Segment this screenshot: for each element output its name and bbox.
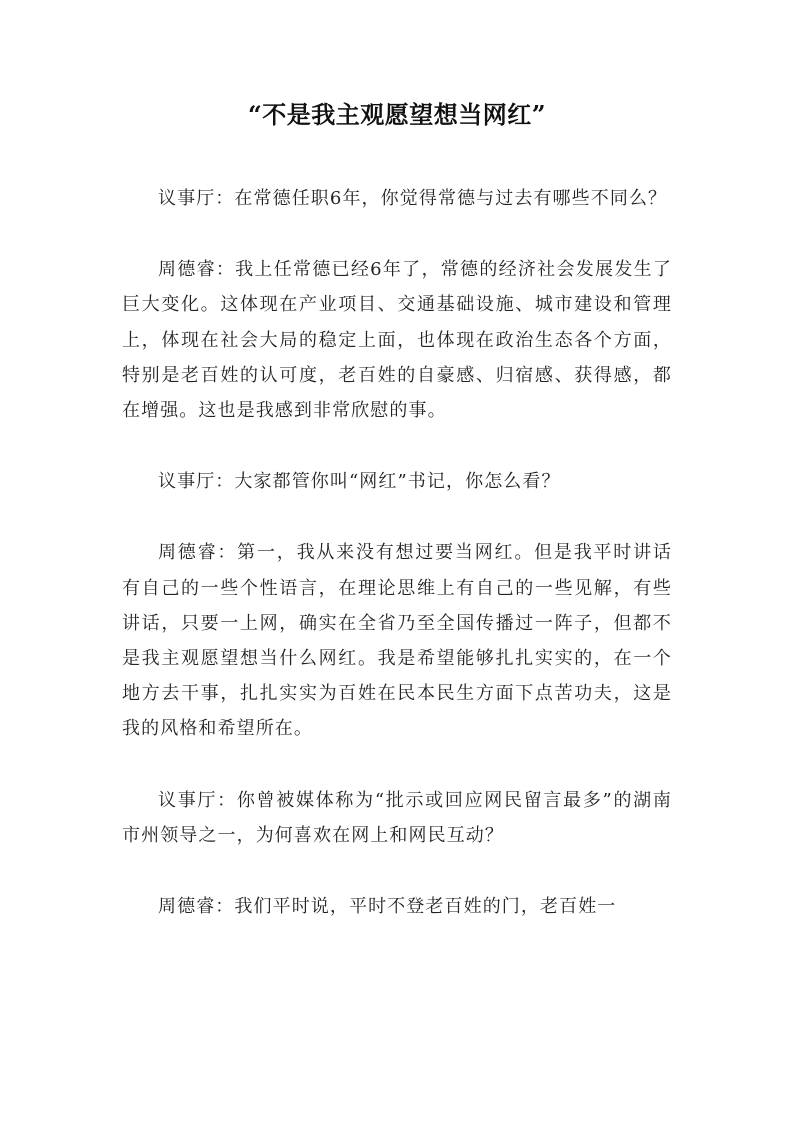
document-page — [122, 95, 672, 924]
paragraph-answer-2: 周德睿：第一，我从来没有想过要当网红。但是我平时讲话有自己的一些个性语言，在理论思维上有自己的一些见解，有些讲话，只要一上网，确实在全省乃至全国传播过一阵子，但都不是我主观愿望想当什么网红。我是希望能够扎扎实实的，在一个地方去干事，扎扎实实为百姓在民本民生方面下点苦功夫，这是我的风格和希望所在。 — [122, 542, 672, 740]
paragraph-question-1: 议事厅：在常德任职6年，你觉得常德与过去有哪些不同么？ — [158, 188, 668, 209]
paragraph-question-3: 议事厅：你曾被媒体称为“批示或回应网民留言最多”的湖南市州领导之一，为何喜欢在网上和网民互动？ — [122, 789, 672, 846]
paragraph-answer-1: 周德睿：我上任常德已经6年了，常德的经济社会发展发生了巨大变化。这体现在产业项目、交通基础设施、城市建设和管理上，体现在社会大局的稳定上面，也体现在政治生态各个方面，特别是老百姓的认可度，老百姓的自豪感、归宿感、获得感，都在增强。这也是我感到非常欣慰的事。 — [122, 259, 672, 422]
document-title: “不是我主观愿望想当网红” — [247, 100, 547, 129]
paragraph-answer-3: 周德睿：我们平时说，平时不登老百姓的门，老百姓一 — [158, 896, 617, 918]
paragraph-question-2: 议事厅：大家都管你叫“网红”书记，你怎么看？ — [158, 471, 561, 493]
